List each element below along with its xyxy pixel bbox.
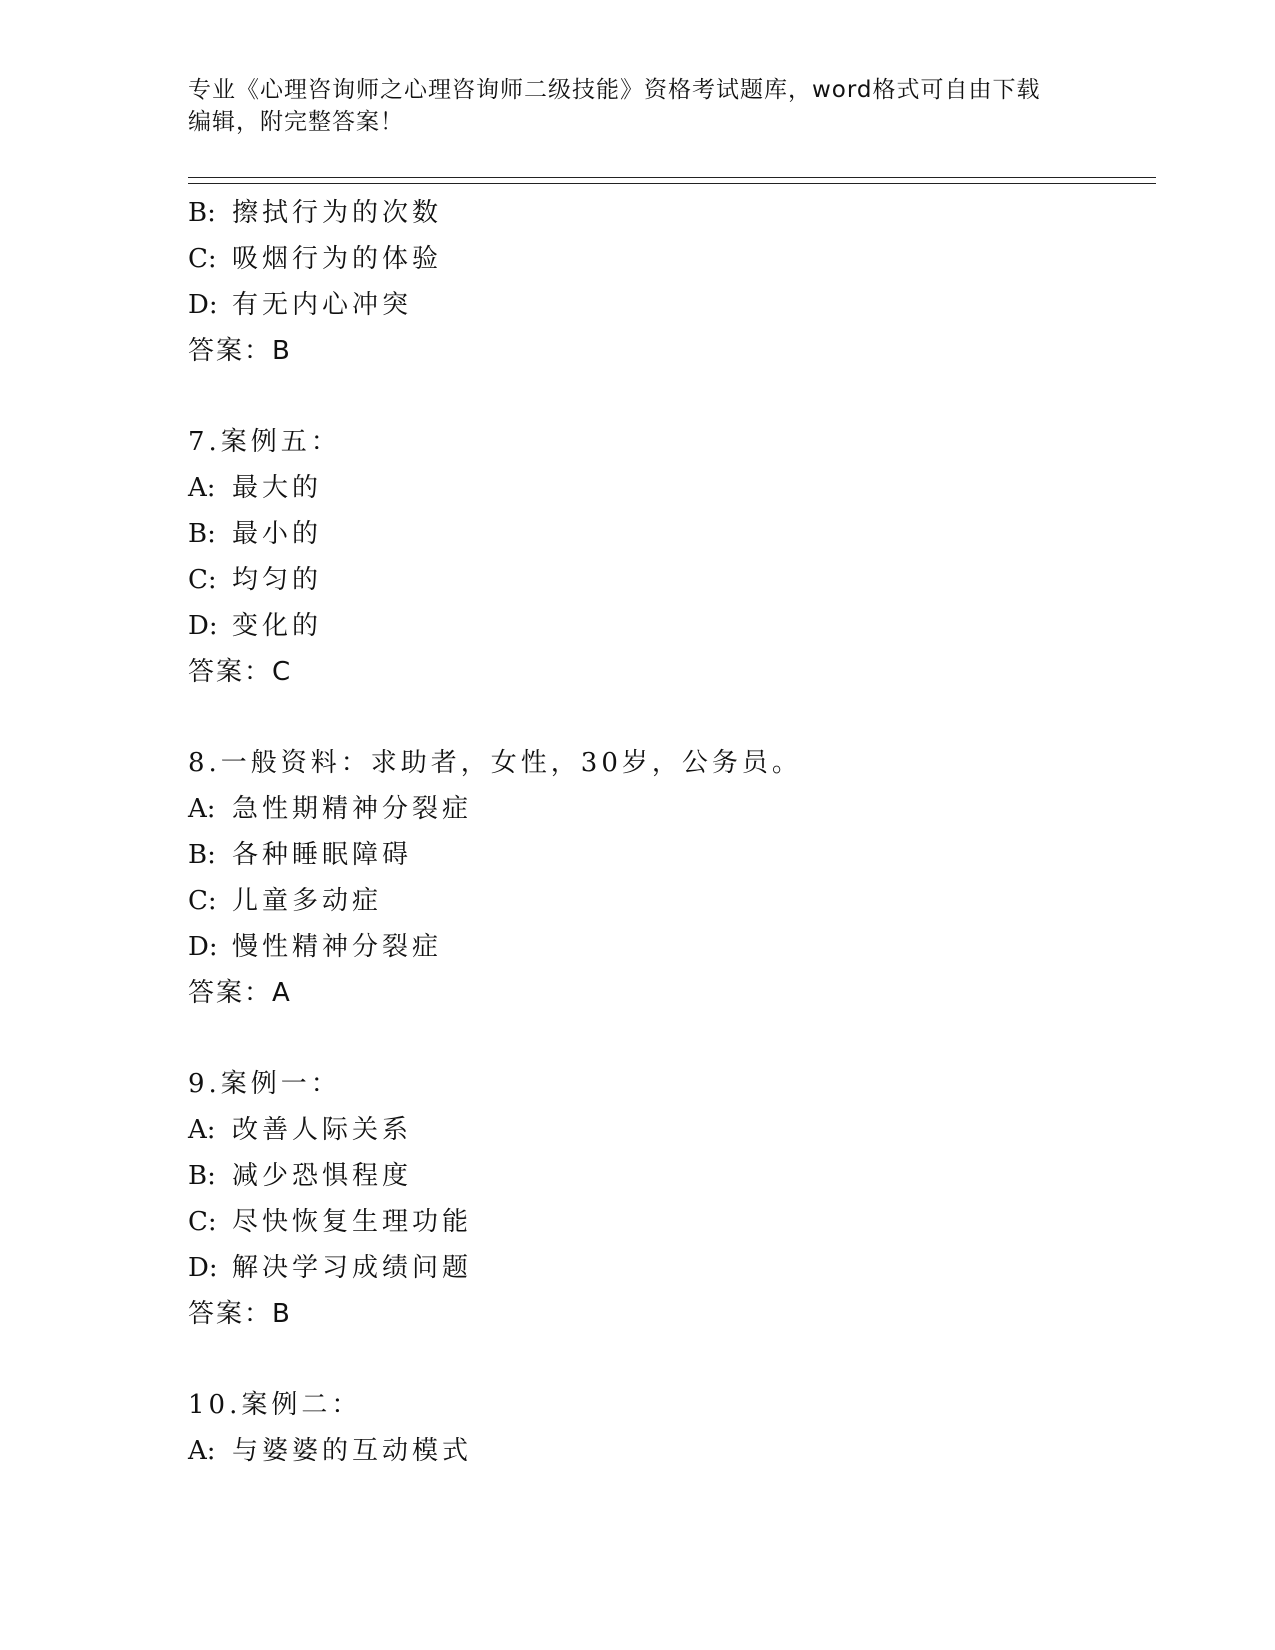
- header-divider-bottom: [188, 183, 1156, 184]
- option-d: [188, 924, 1156, 970]
- option-letter: D:: [188, 611, 218, 641]
- block-spacer: [188, 1337, 1156, 1382]
- option-d: [188, 603, 1156, 649]
- option-b: [188, 511, 1156, 557]
- option-a: [188, 1107, 1156, 1153]
- option-text: 急性期精神分裂症: [232, 794, 473, 824]
- option-letter: A:: [188, 794, 216, 824]
- option-b: [188, 190, 1156, 236]
- option-letter: A:: [188, 1436, 216, 1466]
- option-text: 改善人际关系: [232, 1115, 413, 1145]
- question-block: [188, 190, 1156, 374]
- option-letter: D:: [188, 1253, 218, 1283]
- answer-line: 答案：B: [188, 336, 292, 366]
- option-text: 擦拭行为的次数: [232, 198, 443, 228]
- option-text: 儿童多动症: [232, 886, 383, 916]
- option-text: 最小的: [232, 519, 323, 549]
- question-block: [188, 1061, 1156, 1337]
- question-block: [188, 740, 1156, 1016]
- option-letter: B:: [188, 840, 216, 870]
- option-letter: A:: [188, 1115, 216, 1145]
- option-letter: A:: [188, 473, 216, 503]
- question-block: [188, 1382, 1156, 1474]
- option-text: 减少恐惧程度: [232, 1161, 413, 1191]
- question-title: 9.案例一：: [188, 1069, 341, 1099]
- option-c: [188, 878, 1156, 924]
- option-d: [188, 282, 1156, 328]
- option-letter: C:: [188, 886, 217, 916]
- header-divider-top: [188, 177, 1156, 178]
- option-text: 最大的: [232, 473, 323, 503]
- option-text: 慢性精神分裂症: [232, 932, 443, 962]
- header-line-2: 编辑，附完整答案！: [188, 109, 404, 135]
- header-line-1: 专业《心理咨询师之心理咨询师二级技能》资格考试题库，word格式可自由下载: [188, 77, 1041, 103]
- option-letter: C:: [188, 1207, 217, 1237]
- option-letter: B:: [188, 519, 216, 549]
- document-header: [188, 74, 1088, 138]
- option-b: [188, 832, 1156, 878]
- option-text: 有无内心冲突: [232, 290, 413, 320]
- option-text: 各种睡眠障碍: [232, 840, 413, 870]
- option-text: 吸烟行为的体验: [232, 244, 443, 274]
- option-c: [188, 236, 1156, 282]
- answer-line: 答案：A: [188, 978, 292, 1008]
- option-a: [188, 1428, 1156, 1474]
- option-letter: C:: [188, 565, 217, 595]
- block-spacer: [188, 374, 1156, 419]
- option-a: [188, 786, 1156, 832]
- option-letter: D:: [188, 290, 218, 320]
- block-spacer: [188, 1016, 1156, 1061]
- option-b: [188, 1153, 1156, 1199]
- option-text: 解决学习成绩问题: [232, 1253, 473, 1283]
- option-text: 变化的: [232, 611, 323, 641]
- question-title: 7.案例五：: [188, 427, 341, 457]
- answer-line: 答案：B: [188, 1299, 292, 1329]
- option-letter: B:: [188, 1161, 216, 1191]
- option-text: 均匀的: [232, 565, 323, 595]
- option-text: 与婆婆的互动模式: [232, 1436, 473, 1466]
- option-letter: B:: [188, 198, 216, 228]
- option-c: [188, 1199, 1156, 1245]
- block-spacer: [188, 695, 1156, 740]
- option-c: [188, 557, 1156, 603]
- question-title: 10.案例二：: [188, 1390, 362, 1420]
- option-letter: C:: [188, 244, 217, 274]
- option-d: [188, 1245, 1156, 1291]
- answer-line: 答案：C: [188, 657, 293, 687]
- question-title: 8.一般资料：求助者，女性，30岁，公务员。: [188, 748, 802, 778]
- question-list: [188, 190, 1156, 1474]
- option-a: [188, 465, 1156, 511]
- option-text: 尽快恢复生理功能: [232, 1207, 473, 1237]
- option-letter: D:: [188, 932, 218, 962]
- question-block: [188, 419, 1156, 695]
